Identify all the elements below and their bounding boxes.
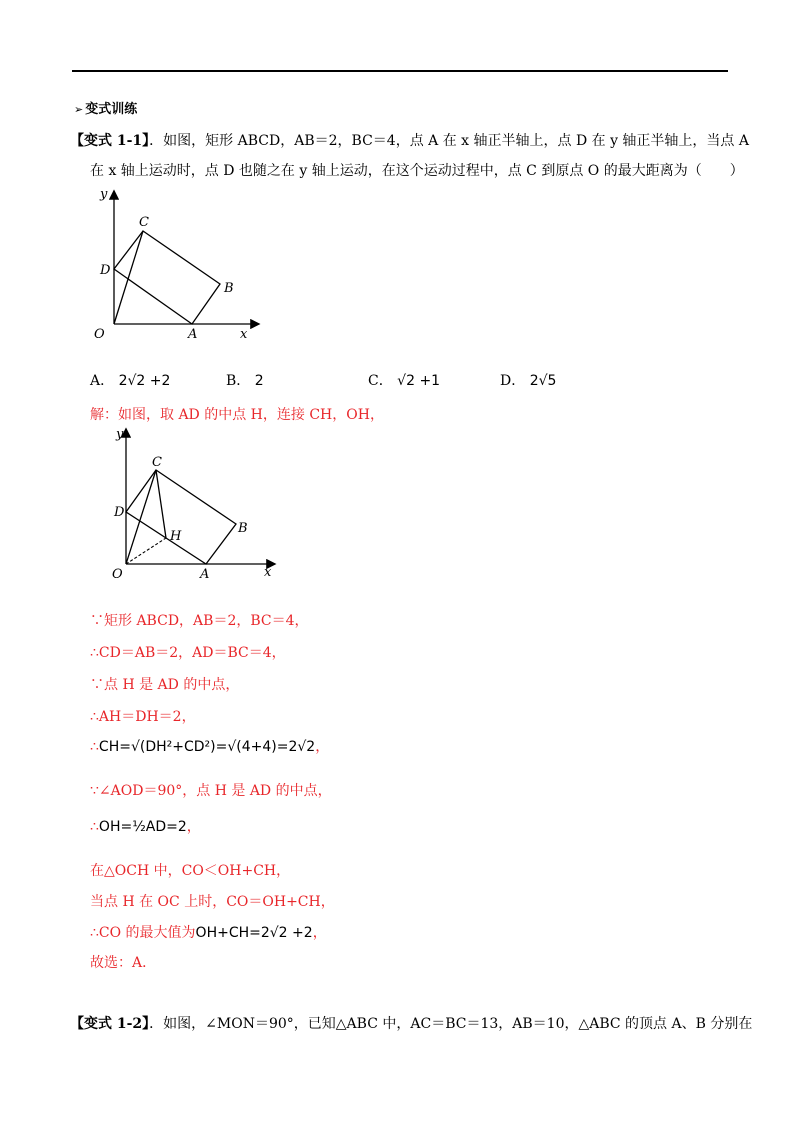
solution-intro: 解：如图，取 AD 的中点 H，连接 CH，OH， (90, 407, 384, 423)
label-y: y (116, 427, 124, 442)
label-x: x (240, 327, 248, 342)
label-o: O (94, 327, 105, 342)
solution-step-9: 当点 H 在 OC 上时，CO＝OH+CH， (90, 894, 335, 910)
problem-figure (90, 180, 270, 350)
label-o: O (112, 567, 123, 582)
option-d[interactable]: D． 2√5 (500, 373, 557, 389)
problem1-tag: 【变式 1-1】 (70, 133, 150, 149)
arrow-bullet-icon: ➢ (74, 103, 84, 116)
solution-step-6: ∵∠AOD＝90°，点 H 是 AD 的中点， (90, 783, 332, 799)
solution-step-7: ∴OH=½AD=2， (90, 819, 201, 835)
solution-step-3: ∵点 H 是 AD 的中点， (90, 677, 240, 693)
problem1-line2: 在 x 轴上运动时，点 D 也随之在 y 轴上运动，在这个运动过程中，点 C 到原点 O 的最大距离为（ ） (90, 163, 744, 179)
rectangle-abcd (114, 231, 220, 324)
segment-oh (126, 538, 166, 564)
formula-oh: OH=½AD=2 (98, 819, 187, 835)
section-title: ➢ 变式训练 (74, 102, 138, 117)
label-d: D (100, 263, 111, 278)
segment-oc (114, 231, 143, 324)
segment-oc (126, 470, 156, 564)
label-y: y (100, 187, 108, 202)
label-h: H (170, 529, 182, 544)
problem2-line1: 【变式 1-2】．如图，∠MON＝90°，已知△ABC 中，AC＝BC＝13，AB＝10，△ABC 的顶点 A、B 分别在 (70, 1016, 753, 1032)
problem1-line1: 【变式 1-1】．如图，矩形 ABCD，AB＝2，BC＝4，点 A 在 x 轴正半轴上，点 D 在 y 轴正半轴上，当点 A (70, 133, 749, 149)
solution-step-5: ∴CH=√(DH²+CD²)=√(4+4)=2√2， (90, 739, 330, 755)
label-b: B (224, 281, 234, 296)
solution-step-2: ∴CD＝AB＝2，AD＝BC＝4， (90, 645, 286, 661)
solution-step-1: ∵矩形 ABCD，AB＝2，BC＝4， (90, 613, 309, 629)
label-a: A (188, 327, 198, 342)
label-b: B (238, 521, 248, 536)
rectangle-abcd (126, 470, 236, 564)
option-b[interactable]: B． 2 (226, 373, 264, 389)
formula-ch: CH=√(DH²+CD²)=√(4+4)=2√2 (98, 739, 316, 755)
solution-step-4: ∴AH＝DH＝2， (90, 709, 196, 725)
header-rule (72, 70, 728, 72)
label-x: x (264, 565, 272, 580)
label-c: C (152, 455, 162, 470)
label-d: D (114, 505, 125, 520)
label-c: C (139, 215, 149, 230)
problem2-tag: 【变式 1-2】 (70, 1016, 150, 1032)
solution-figure (104, 424, 284, 584)
option-a[interactable]: A． 2√2 +2 (90, 373, 171, 389)
solution-step-10: ∴CO 的最大值为OH+CH=2√2 +2， (90, 925, 327, 941)
label-a: A (200, 567, 210, 582)
formula-max: OH+CH=2√2 +2 (195, 925, 313, 941)
segment-ch (156, 470, 166, 538)
solution-step-8: 在△OCH 中，CO＜OH+CH， (90, 863, 291, 879)
solution-answer: 故选：A． (90, 955, 157, 971)
option-c[interactable]: C． √2 +1 (368, 373, 441, 389)
